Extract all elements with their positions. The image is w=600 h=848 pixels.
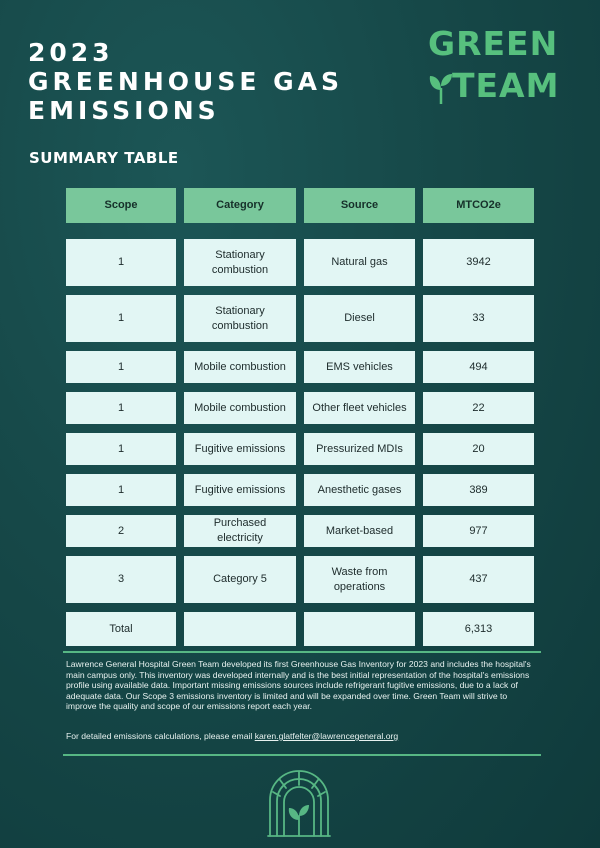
source-cell: Other fleet vehicles <box>304 392 415 424</box>
mtco2e-cell: 437 <box>423 556 534 603</box>
category-cell: Fugitive emissions <box>184 474 296 506</box>
mtco2e-cell: 977 <box>423 515 534 547</box>
scope-cell: 1 <box>66 351 176 383</box>
contact-line <box>66 731 398 741</box>
mtco2e-cell: 20 <box>423 433 534 465</box>
mtco2e-cell: 22 <box>423 392 534 424</box>
tree-arch-emblem-icon <box>266 768 332 838</box>
mtco2e-cell: 494 <box>423 351 534 383</box>
total-category-cell <box>184 612 296 646</box>
scope-cell: 1 <box>66 474 176 506</box>
total-source-cell <box>304 612 415 646</box>
category-cell: Category 5 <box>184 556 296 603</box>
inventory-notes: Lawrence General Hospital Green Team developed its first Greenhouse Gas Inventory for 2023 and includes the hospital's main campus only. This inventory was developed internally and is the best initial representation of the hospital's emissions profile using available data. Important missing emissions sources include refrigerant fugitive emissions, due to a lack of adequate data. Our Scope 3 emissions inventory is limited and will be expanded over time. Green Team will strive to improve the quality and scope of our emissions report each year. <box>66 659 531 712</box>
summary-table-heading: SUMMARY TABLE <box>29 149 179 167</box>
header-category: Category <box>184 188 296 223</box>
table-row <box>66 474 534 506</box>
scope-cell: 1 <box>66 295 176 342</box>
title-line-3: EMISSIONS <box>28 96 220 125</box>
category-cell: Stationary combustion <box>184 295 296 342</box>
green-team-logo <box>426 24 581 109</box>
header-scope: Scope <box>66 188 176 223</box>
title-line-1: 2023 <box>28 38 114 67</box>
source-cell: Natural gas <box>304 239 415 286</box>
source-cell: Diesel <box>304 295 415 342</box>
bottom-divider <box>63 754 541 756</box>
table-row <box>66 556 534 603</box>
contact-prefix: For detailed emissions calculations, please email <box>66 731 255 741</box>
logo-text-green: GREEN <box>428 24 559 63</box>
table-row <box>66 433 534 465</box>
top-divider <box>63 651 541 653</box>
source-cell: Anesthetic gases <box>304 474 415 506</box>
header-mtco2e: MTCO2e <box>423 188 534 223</box>
leaf-sprout-icon <box>428 70 454 104</box>
scope-cell: 1 <box>66 433 176 465</box>
source-cell: Waste from operations <box>304 556 415 603</box>
page-title <box>28 38 343 125</box>
contact-email-link[interactable]: karen.glatfelter@lawrencegeneral.org <box>254 731 399 741</box>
table-total-row <box>66 612 534 646</box>
scope-cell: 2 <box>66 515 176 547</box>
source-cell: Market-based <box>304 515 415 547</box>
category-cell: Stationary combustion <box>184 239 296 286</box>
table-row <box>66 392 534 424</box>
scope-cell: 3 <box>66 556 176 603</box>
category-cell: Purchased electricity <box>184 515 296 547</box>
total-label-cell: Total <box>66 612 176 646</box>
table-row <box>66 239 534 286</box>
mtco2e-cell: 3942 <box>423 239 534 286</box>
header-source: Source <box>304 188 415 223</box>
scope-cell: 1 <box>66 239 176 286</box>
category-cell: Mobile combustion <box>184 392 296 424</box>
table-row <box>66 351 534 383</box>
category-cell: Fugitive emissions <box>184 433 296 465</box>
table-row <box>66 295 534 342</box>
mtco2e-cell: 33 <box>423 295 534 342</box>
table-header-row <box>66 188 534 223</box>
source-cell: Pressurized MDIs <box>304 433 415 465</box>
mtco2e-cell: 389 <box>423 474 534 506</box>
total-value-cell: 6,313 <box>423 612 534 646</box>
category-cell: Mobile combustion <box>184 351 296 383</box>
logo-text-team: TEAM <box>452 66 560 105</box>
table-row <box>66 515 534 547</box>
emissions-summary-table <box>66 188 534 655</box>
scope-cell: 1 <box>66 392 176 424</box>
source-cell: EMS vehicles <box>304 351 415 383</box>
title-line-2: GREENHOUSE GAS <box>28 67 343 96</box>
